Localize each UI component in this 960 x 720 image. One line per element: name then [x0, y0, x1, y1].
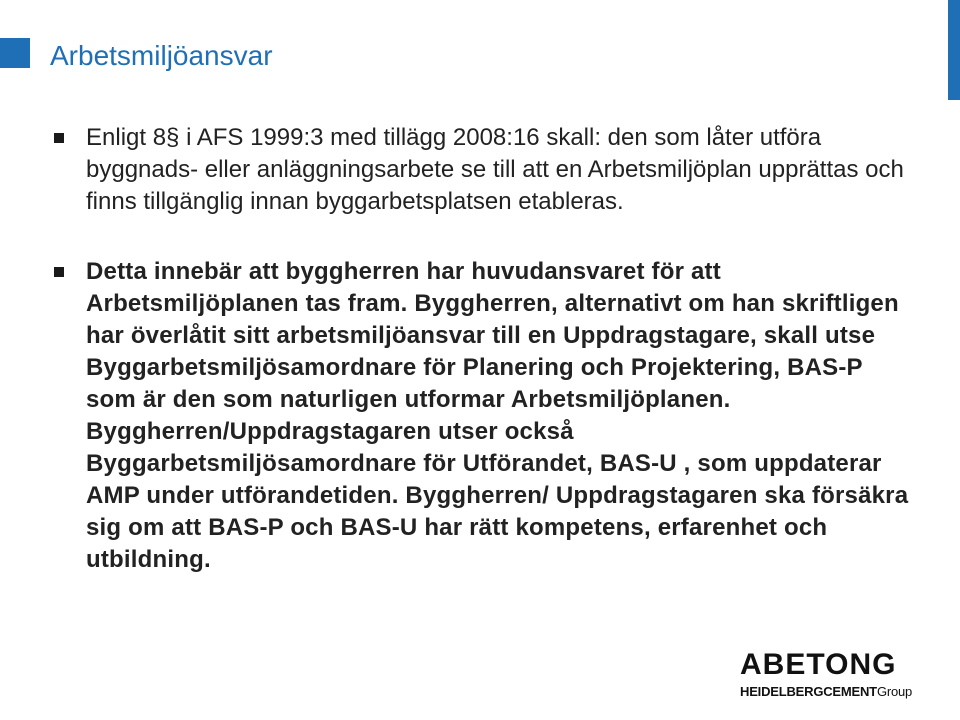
bullet-item-2: [50, 256, 910, 576]
square-bullet-icon: [54, 133, 64, 143]
company-logo: [740, 650, 920, 699]
slide-title: Arbetsmiljöansvar: [50, 40, 273, 71]
bullet-item-1: [50, 122, 910, 218]
slide-body: [50, 122, 910, 576]
logo-subtitle: [740, 684, 920, 699]
logo-sub-bold: HEIDELBERG: [740, 684, 824, 699]
bullet-text-1: Enligt 8§ i AFS 1999:3 med tillägg 2008:16 skall: den som låter utföra byggnads- eller anläggningsarbete se till att en Arbetsmiljöplan upprättas och finns tillgänglig innan byggarbetsplatsen etableras.: [86, 124, 904, 215]
title-accent-square: [0, 38, 30, 68]
logo-wordmark: ABETONG: [740, 648, 897, 681]
bullet-text-2: Detta innebär att byggherren har huvudansvaret för att Arbetsmiljöplanen tas fram. Byggherren, alternativt om han skriftligen har överlåtit sitt arbetsmiljöansvar till en Uppdragstagare, skall utse Byggarbetsmiljösamordnare för Planering och Projektering, BAS-P som är den som naturligen utformar Arbetsmiljöplanen. Byggherren/Uppdragstagaren utser också Byggarbetsmiljösamordnare för Utförandet, BAS-U , som uppdaterar AMP under utförandetiden. Byggherren/ Uppdragstagaren ska försäkra sig om att BAS-P och BAS-U har rätt kompetens, erfarenhet och utbildning.: [86, 258, 909, 573]
edge-accent-bar: [948, 0, 960, 100]
logo-sub-mid: CEMENT: [823, 684, 877, 699]
square-bullet-icon: [54, 267, 64, 277]
logo-sub-light: Group: [876, 684, 913, 699]
